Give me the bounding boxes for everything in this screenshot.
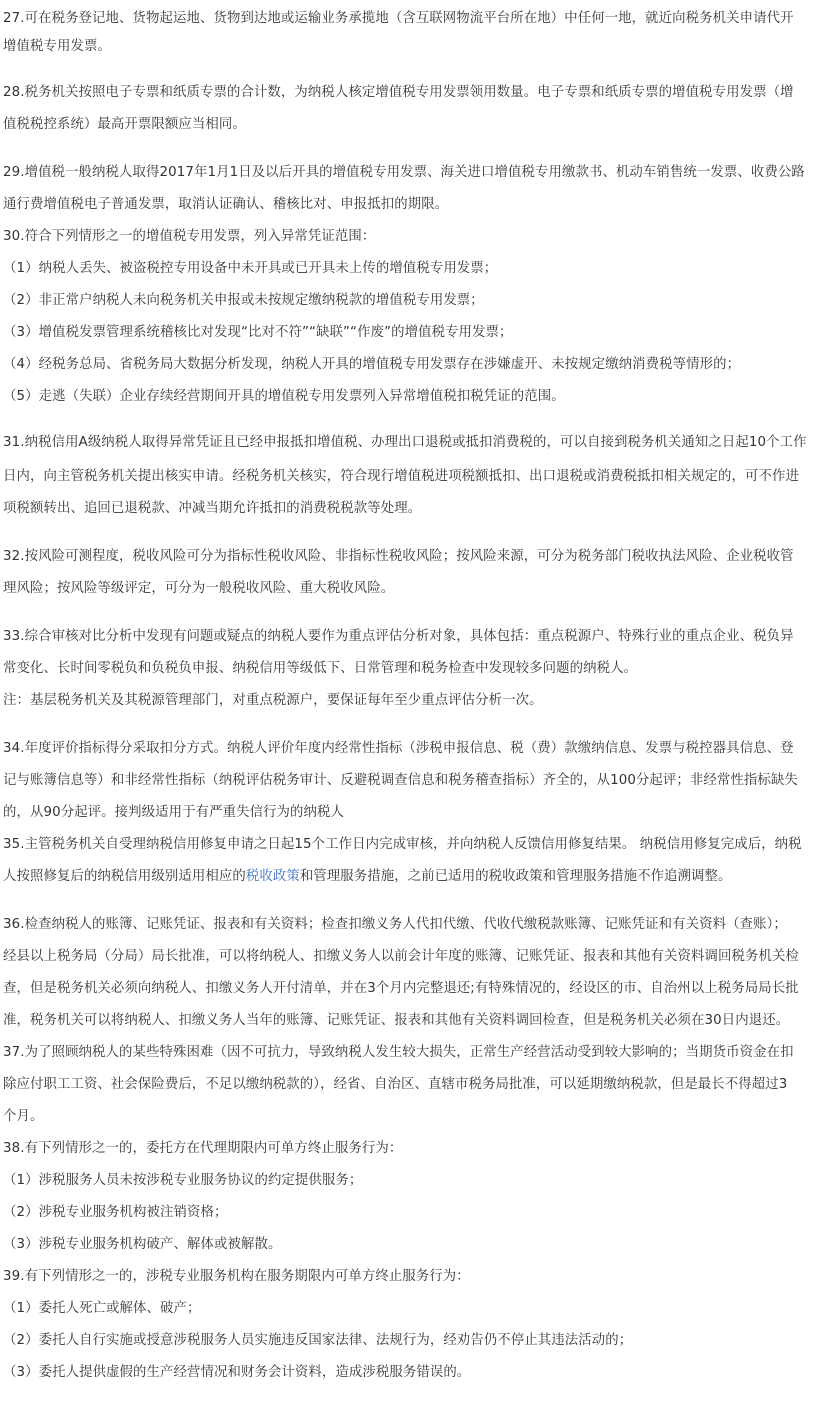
text-line: 33.综合审核对比分析中发现有问题或疑点的纳税人要作为重点评估分析对象，具体包括：重点税源户、特殊行业的重点企业、税负异 [3, 629, 794, 644]
text-line: 经县以上税务局（分局）局长批准，可以将纳税人、扣缴义务人以前会计年度的账簿、记账凭证、报表和其他有关资料调回税务机关检 [3, 949, 799, 964]
text-line: （3）增值税发票管理系统稽核比对发现“比对不符”“缺联”“作废”的增值税专用发票； [3, 325, 513, 340]
text-line: 项税额转出、追回已退税款、冲减当期允许抵扣的消费税税款等处理。 [3, 501, 422, 516]
text-segment: 人按照修复后的纳税信用级别适用相应的 [3, 869, 246, 884]
text-line: （1）委托人死亡或解体、破产； [3, 1301, 201, 1316]
text-line: 36.检查纳税人的账簿、记账凭证、报表和有关资料；检查扣缴义务人代扣代缴、代收代缴税款账簿、记账凭证和有关资料（查账）； [3, 917, 787, 932]
text-line: 注：基层税务机关及其税源管理部门，对重点税源户，要保证每年至少重点评估分析一次。 [3, 693, 543, 708]
text-line: 32.按风险可测程度，税收风险可分为指标性税收风险、非指标性税收风险；按风险来源，可分为税务部门税收执法风险、企业税收管 [3, 549, 794, 564]
text-line: 理风险；按风险等级评定，可分为一般税收风险、重大税收风险。 [3, 581, 395, 596]
text-line: （4）经税务总局、省税务局大数据分析发现，纳税人开具的增值税专用发票存在涉嫌虚开、未按规定缴纳消费税等情形的； [3, 357, 741, 372]
text-line: 常变化、长时间零税负和负税负申报、纳税信用等级低下、日常管理和税务检查中发现较多问题的纳税人。 [3, 661, 638, 676]
text-line: 查，但是税务机关必须向纳税人、扣缴义务人开付清单，并在3个月内完整退还;有特殊情况的，经设区的市、自治州以上税务局局长批 [3, 981, 799, 996]
text-line: （1）涉税服务人员未按涉税专业服务协议的约定提供服务； [3, 1173, 363, 1188]
text-line: 30.符合下列情形之一的增值税专用发票，列入异常凭证范围： [3, 229, 376, 244]
text-line: 的，从90分起评。接判级适用于有严重失信行为的纳税人 [3, 805, 345, 820]
text-line: 35.主管税务机关自受理纳税信用修复申请之日起15个工作日内完成审核，并向纳税人反馈信用修复结果。 纳税信用修复完成后，纳税 [3, 837, 802, 852]
text-line: 29.增值税一般纳税人取得2017年1月1日及以后开具的增值税专用发票、海关进口增值税专用缴款书、机动车销售统一发票、收费公路 [3, 165, 805, 180]
text-line: （5）走逃（失联）企业存续经营期间开具的增值税专用发票列入异常增值税扣税凭证的范围。 [3, 389, 565, 404]
text-line: （2）非正常户纳税人未向税务机关申报或未按规定缴纳税款的增值税专用发票； [3, 293, 484, 308]
text-segment: 和管理服务措施，之前已适用的税收政策和管理服务措施不作追溯调整。 [299, 869, 732, 884]
text-line: 通行费增值税电子普通发票，取消认证确认、稽核比对、申报抵扣的期限。 [3, 197, 449, 212]
text-line: （2）涉税专业服务机构被注销资格； [3, 1205, 228, 1220]
text-line: 日内，向主管税务机关提出核实申请。经税务机关核实，符合现行增值税进项税额抵扣、出口退税或消费税抵扣相关规定的，可不作进 [3, 469, 799, 484]
text-line: （1）纳税人丢失、被盗税控专用设备中未开具或已开具未上传的增值税专用发票； [3, 261, 498, 276]
text-line: 记与账簿信息等）和非经常性指标（纳税评估税务审计、反避税调查信息和税务稽查指标）齐全的，从100分起评；非经常性指标缺失 [3, 773, 798, 788]
text-line: 28.税务机关按照电子专票和纸质专票的合计数，为纳税人核定增值税专用发票领用数量。电子专票和纸质专票的增值税专用发票（增 [3, 85, 794, 100]
tax-policy-link[interactable]: 税收政策 [245, 869, 300, 884]
text-line: 值税税控系统）最高开票限额应当相同。 [3, 117, 246, 132]
text-line: 个月。 [3, 1109, 44, 1124]
text-line: 37.为了照顾纳税人的某些特殊困难（因不可抗力，导致纳税人发生较大损失，正常生产经营活动受到较大影响的；当期货币资金在扣 [3, 1045, 794, 1060]
text-line: 准，税务机关可以将纳税人、扣缴义务人当年的账簿、记账凭证、报表和其他有关资料调回检查，但是税务机关必须在30日内退还。 [3, 1013, 790, 1028]
text-line: 除应付职工工资、社会保险费后，不足以缴纳税款的），经省、自治区、直辖市税务局批准，可以延期缴纳税款，但是最长不得超过3 [3, 1077, 788, 1092]
text-line: 增值税专用发票。 [3, 39, 111, 54]
text-line: 27.可在税务登记地、货物起运地、货物到达地或运输业务承揽地（含互联网物流平台所在地）中任何一地，就近向税务机关申请代开 [3, 11, 794, 26]
text-line [3, 866, 825, 888]
text-line: （3）委托人提供虚假的生产经营情况和财务会计资料，造成涉税服务错误的。 [3, 1365, 471, 1380]
text-line: 34.年度评价指标得分采取扣分方式。纳税人评价年度内经常性指标（涉税申报信息、税（费）款缴纳信息、发票与税控器具信息、登 [3, 741, 794, 756]
text-line: 39.有下列情形之一的，涉税专业服务机构在服务期限内可单方终止服务行为： [3, 1269, 470, 1284]
text-line: （3）涉税专业服务机构破产、解体或被解散。 [3, 1237, 282, 1252]
text-line: 38.有下列情形之一的，委托方在代理期限内可单方终止服务行为： [3, 1141, 403, 1156]
text-line: （2）委托人自行实施或授意涉税服务人员实施违反国家法律、法规行为，经劝告仍不停止其违法活动的； [3, 1333, 633, 1348]
text-line: 31.纳税信用A级纳税人取得异常凭证且已经申报抵扣增值税、办理出口退税或抵扣消费税的，可以自接到税务机关通知之日起10个工作 [3, 435, 807, 450]
